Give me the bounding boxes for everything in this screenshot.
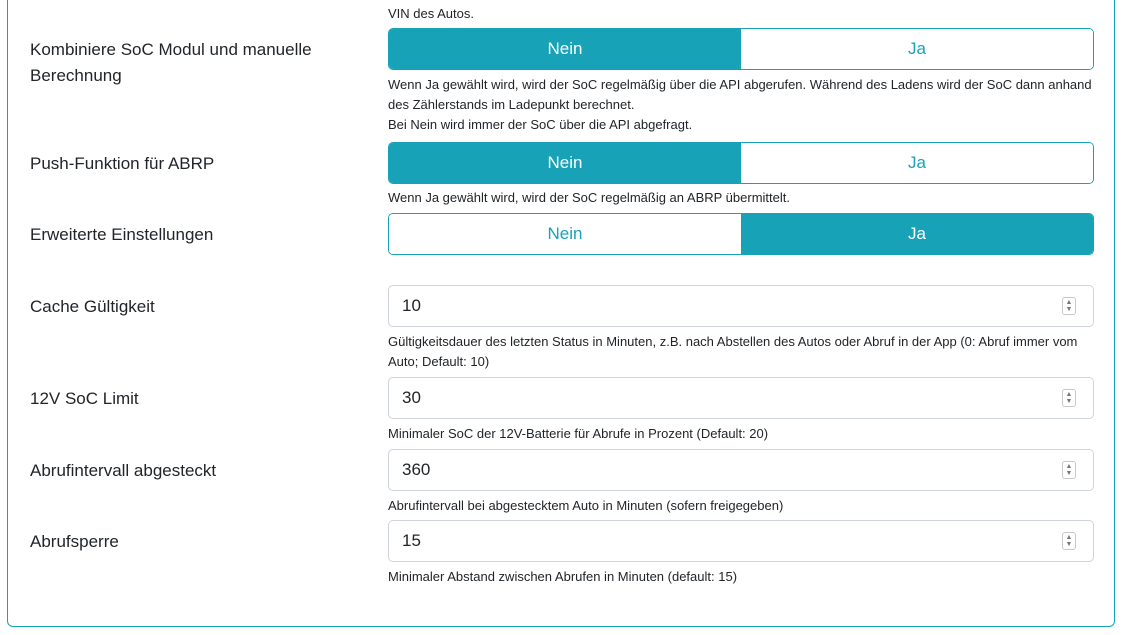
abrp-push-no-button[interactable]: Nein [389,143,741,183]
stepper-down-icon[interactable]: ▼ [1065,541,1073,548]
cache-validity-input[interactable] [388,285,1094,327]
combine-soc-help-line1: Wenn Ja gewählt wird, wird der SoC regelmäßig über die API abgerufen. Während des Ladens wird der SoC dann anhand des Zählerstands im Ladepunkt berechnet. [388,77,1092,112]
cache-validity-help: Gültigkeitsdauer des letzten Status in Minuten, z.B. nach Abstellen des Autos oder Abruf in der App (0: Abruf immer vom Auto; Default: 10) [388,334,1078,369]
soc-12v-limit-input[interactable] [388,377,1094,419]
advanced-settings-label: Erweiterte Einstellungen [30,225,214,244]
stepper-down-icon[interactable]: ▼ [1065,470,1073,477]
combine-soc-help-line2: Bei Nein wird immer der SoC über die API abgefragt. [388,117,693,132]
combine-soc-no-button[interactable]: Nein [389,29,741,69]
advanced-settings-no-button[interactable]: Nein [389,214,741,254]
advanced-settings-yes-button[interactable]: Ja [741,214,1093,254]
poll-lock-value[interactable]: 15 [402,531,421,550]
soc-12v-limit-value[interactable]: 30 [402,388,421,407]
cache-validity-stepper[interactable] [1062,297,1076,315]
poll-lock-label: Abrufsperre [30,532,119,551]
combine-soc-help [388,75,1100,135]
cache-validity-value[interactable]: 10 [402,296,421,315]
soc-12v-limit-stepper[interactable] [1062,389,1076,407]
cache-validity-label: Cache Gültigkeit [30,297,155,316]
stepper-up-icon[interactable]: ▲ [1065,463,1073,470]
soc-12v-limit-label: 12V SoC Limit [30,389,139,408]
stepper-up-icon[interactable]: ▲ [1065,391,1073,398]
poll-interval-stepper[interactable] [1062,461,1076,479]
combine-soc-label: Kombiniere SoC Modul und manuelle Berechnung [30,40,312,85]
stepper-down-icon[interactable]: ▼ [1065,306,1073,313]
poll-lock-help: Minimaler Abstand zwischen Abrufen in Minuten (default: 15) [388,569,738,584]
poll-lock-input[interactable] [388,520,1094,562]
combine-soc-toggle [388,28,1094,70]
poll-interval-help: Abrufintervall bei abgestecktem Auto in Minuten (sofern freigegeben) [388,498,784,513]
advanced-settings-toggle [388,213,1094,255]
poll-lock-stepper[interactable] [1062,532,1076,550]
abrp-push-toggle [388,142,1094,184]
soc-12v-limit-help: Minimaler SoC der 12V-Batterie für Abrufe in Prozent (Default: 20) [388,426,769,441]
abrp-push-help: Wenn Ja gewählt wird, wird der SoC regelmäßig an ABRP übermittelt. [388,190,790,205]
poll-interval-label: Abrufintervall abgesteckt [30,461,217,480]
abrp-push-label: Push-Funktion für ABRP [30,154,215,173]
stepper-up-icon[interactable]: ▲ [1065,534,1073,541]
abrp-push-yes-button[interactable]: Ja [741,143,1093,183]
stepper-down-icon[interactable]: ▼ [1065,398,1073,405]
stepper-up-icon[interactable]: ▲ [1065,299,1073,306]
poll-interval-value[interactable]: 360 [402,460,431,479]
combine-soc-yes-button[interactable]: Ja [741,29,1093,69]
poll-interval-input[interactable] [388,449,1094,491]
vin-help-text: VIN des Autos. [388,6,474,21]
